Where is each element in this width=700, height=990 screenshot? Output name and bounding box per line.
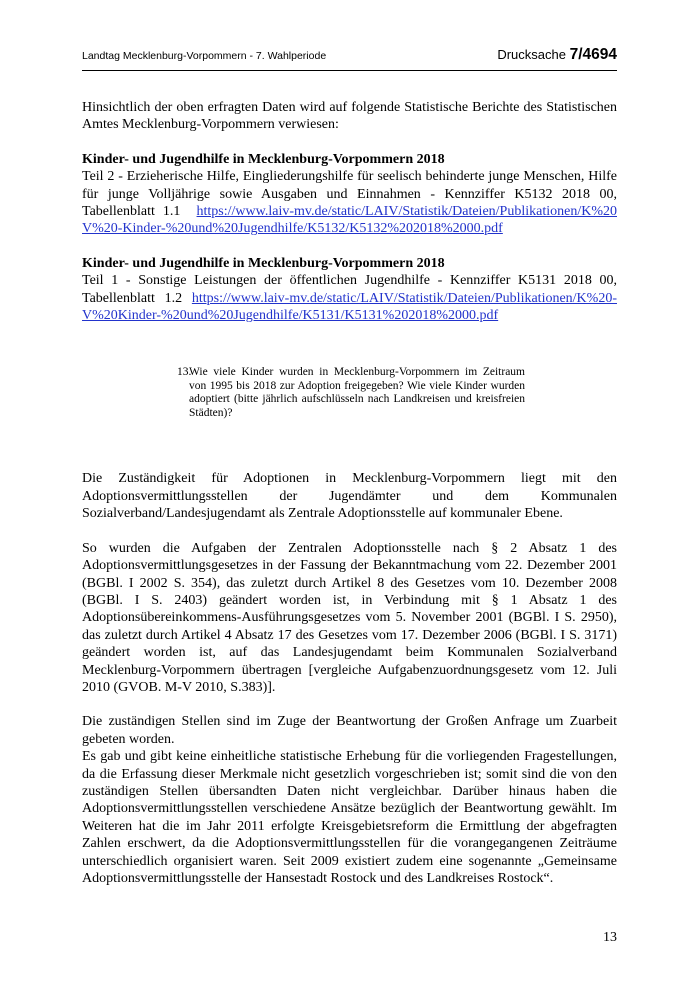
report-reference-2	[82, 255, 617, 325]
question-text: Wie viele Kinder wurden in Mecklenburg-Vorpommern im Zeitraum von 1995 bis 2018 zur Adoption freigegeben? Wie viele Kinder wurden adoptiert (bitte jährlich aufschlüsseln nach Landkreisen und kreisfreien Städten)?	[189, 366, 525, 419]
report-1-text: Teil 2 - Erzieherische Hilfe, Eingliederungshilfe für seelisch behinderte junge Menschen, Hilfe für junge Volljährige sowie Ausgaben und Einnahmen - Kennziffer K5132 2018 00, Tabellenblatt 1.1	[82, 169, 617, 220]
report-reference-1	[82, 151, 617, 238]
question-13	[177, 366, 525, 420]
header-parliament-label: Landtag Mecklenburg-Vorpommern - 7. Wahlperiode	[82, 50, 327, 62]
report-1-title: Kinder- und Jugendhilfe in Mecklenburg-Vorpommern 2018	[82, 151, 445, 167]
report-2-text: Teil 1 - Sonstige Leistungen der öffentlichen Jugendhilfe - Kennziffer K5131 2018 00, Tabellenblatt 1.2	[82, 273, 617, 306]
header-document-reference	[497, 46, 617, 64]
page-header	[82, 46, 617, 66]
report-2-title: Kinder- und Jugendhilfe in Mecklenburg-Vorpommern 2018	[82, 255, 445, 271]
report-1-description	[82, 168, 617, 238]
report-2-description	[82, 272, 617, 324]
page-body	[82, 99, 617, 887]
header-divider	[82, 70, 617, 71]
header-drucksache-label: Drucksache	[497, 47, 566, 62]
report-1-link[interactable]: https://www.laiv-mv.de/static/LAIV/Statistik/Dateien/Publikationen/K%20V%20-Kinder-%20und%20Jugendhilfe/K5132/K5132%202018%2000.pdf	[82, 204, 617, 237]
question-number: 13.	[177, 366, 192, 379]
answer-paragraph-1: Die Zuständigkeit für Adoptionen in Mecklenburg-Vorpommern liegt mit den Adoptionsvermittlungsstellen der Jugendämter und dem Kommunalen Sozialverband/Landesjugendamt als Zentrale Adoptionsstelle auf kommunaler Ebene.	[82, 471, 617, 522]
answer-paragraph-2: So wurden die Aufgaben der Zentralen Adoptionsstelle nach § 2 Absatz 1 des Adoptionsvermittlungsgesetzes in der Fassung der Bekanntmachung vom 22. Dezember 2001 (BGBl. I 2002 S. 354), das zuletzt durch Artikel 8 des Gesetzes vom 10. Dezember 2008 (BGBl. I S. 2403) geändert worden ist, in Verbindung mit § 1 Absatz 1 des Adoptionsübereinkommens-Ausführungsgesetzes vom 5. November 2001 (BGBl. I S. 2950), das zuletzt durch Artikel 4 Absatz 17 des Gesetzes vom 17. Dezember 2006 (BGBl. I S. 3171) geändert worden ist, auf das Landesjugendamt beim Kommunalen Sozialverband Mecklenburg-Vorpommern übertragen [vergleiche Aufgabenzuordnungsgesetz vom 12. Juli 2010 (GVOB. M-V 2010, S.383)].	[82, 540, 617, 695]
answer-paragraph-4: Es gab und gibt keine einheitliche statistische Erhebung für die vorliegenden Fragestellungen, da die Erfassung dieser Merkmale nicht gesetzlich vorgeschrieben ist; somit sind die von den zuständigen Stellen übersandten Daten nicht vergleichbar. Darüber hinaus haben die Adoptionsvermittlungsstellen verschiedene Ansätze bezüglich der Beantwortung gewählt. Im Weiteren hat die im Jahr 2011 erfolgte Kreisgebietsreform die Ermittlung der abgefragten Zahlen erschwert, da die Adoptionsvermittlungsstellen für die vorangegangenen Zeiträume unterschiedlich organisiert waren. Seit 2009 existiert zudem eine sogenannte „Gemeinsame Adoptionsvermittlungsstelle der Hansestadt Rostock und des Landkreises Rostock“.	[82, 749, 617, 886]
header-document-number: 7/4694	[569, 46, 617, 63]
answer-paragraph-3: Die zuständigen Stellen sind im Zuge der Beantwortung der Großen Anfrage um Zuarbeit gebeten worden.	[82, 714, 617, 747]
intro-paragraph: Hinsichtlich der oben erfragten Daten wird auf folgende Statistische Berichte des Statistischen Amtes Mecklenburg-Vorpommern verwiesen:	[82, 100, 617, 133]
page-number: 13	[603, 930, 617, 945]
report-2-link[interactable]: https://www.laiv-mv.de/static/LAIV/Statistik/Dateien/Publikationen/K%20-V%20Kinder-%20und%20Jugendhilfe/K5131/K5131%202018%2000.pdf	[82, 290, 617, 324]
